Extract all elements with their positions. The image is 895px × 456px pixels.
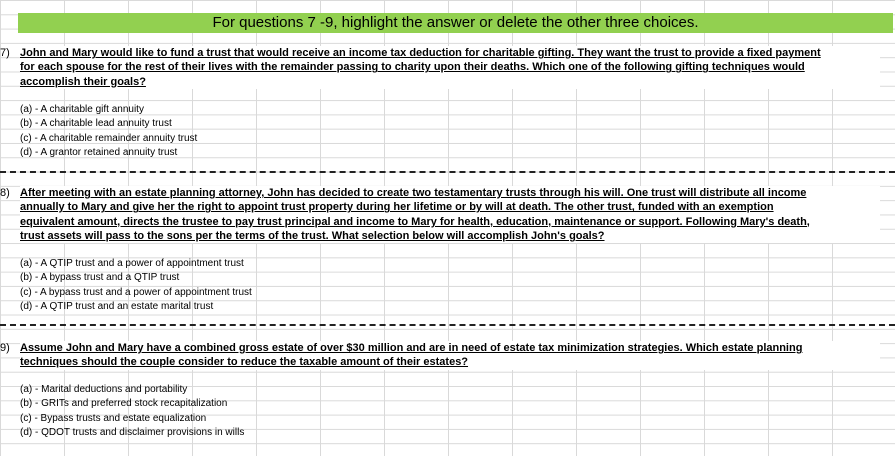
question-8-choice-a[interactable]: (a) - A QTIP trust and a power of appointment trust <box>20 258 244 269</box>
question-8-text[interactable] <box>20 186 880 243</box>
question-8-line-3: equivalent amount, directs the trustee to pay trust principal and income to Mary for health, education, maintenance or support. Following Mary's death, <box>20 215 810 228</box>
question-8-choices <box>20 257 880 314</box>
question-9-line-1: Assume John and Mary have a combined gross estate of over $30 million and are in need of estate tax minimization strategies. Which estate planning <box>20 342 803 354</box>
question-8-choice-d[interactable]: (d) - A QTIP trust and an estate marital trust <box>20 300 214 312</box>
question-9-text[interactable] <box>20 341 880 370</box>
question-7-choice-b[interactable]: (b) - A charitable lead annuity trust <box>20 118 172 130</box>
question-8-number: 8) <box>0 187 10 199</box>
question-7-choices <box>20 103 880 160</box>
question-7-choice-c[interactable]: (c) - A charitable remainder annuity trust <box>20 132 198 144</box>
question-9-choice-a[interactable]: (a) - Marital deductions and portability <box>20 384 188 395</box>
question-9-choice-c[interactable]: (c) - Bypass trusts and estate equalization <box>20 412 207 424</box>
question-9-choice-b[interactable]: (b) - GRITs and preferred stock recapitalization <box>20 398 228 410</box>
question-9-choices <box>20 383 880 440</box>
question-7-choice-a[interactable]: (a) - A charitable gift annuity <box>20 104 144 115</box>
question-8-line-1: After meeting with an estate planning attorney, John has decided to create two testamentary trusts through his will. One trust will distribute all income <box>20 187 807 199</box>
question-7-line-3: accomplish their goals? <box>20 75 146 88</box>
question-8-choice-c[interactable]: (c) - A bypass trust and a power of appointment trust <box>20 286 252 298</box>
question-7-line-1: John and Mary would like to fund a trust that would receive an income tax deduction for charitable gifting. They want the trust to provide a fixed payment <box>20 47 821 59</box>
instructions-banner: For questions 7 -9, highlight the answer or delete the other three choices. <box>18 13 893 33</box>
question-9-number: 9) <box>0 342 10 354</box>
question-8-line-2: annually to Mary and give her the right to appoint trust property during her lifetime or by will at death. The other trust, funded with an exemption <box>20 201 774 214</box>
question-7-line-2: for each spouse for the rest of their lives with the remainder passing to charity upon their deaths. Which one of the following gifting techniques would <box>20 61 805 74</box>
question-7-choice-d[interactable]: (d) - A grantor retained annuity trust <box>20 146 178 158</box>
question-9-choice-d[interactable]: (d) - QDOT trusts and disclaimer provisions in wills <box>20 426 245 438</box>
section-separator-2 <box>0 324 895 326</box>
section-separator-1 <box>0 171 895 173</box>
question-7-text[interactable] <box>20 46 880 89</box>
question-9-line-2: techniques should the couple consider to reduce the taxable amount of their estates? <box>20 356 469 369</box>
question-8-line-4: trust assets will pass to the sons per the terms of the trust. What selection below will accomplish John's goals? <box>20 229 605 242</box>
question-8-choice-b[interactable]: (b) - A bypass trust and a QTIP trust <box>20 272 180 284</box>
question-7-number: 7) <box>0 47 10 59</box>
